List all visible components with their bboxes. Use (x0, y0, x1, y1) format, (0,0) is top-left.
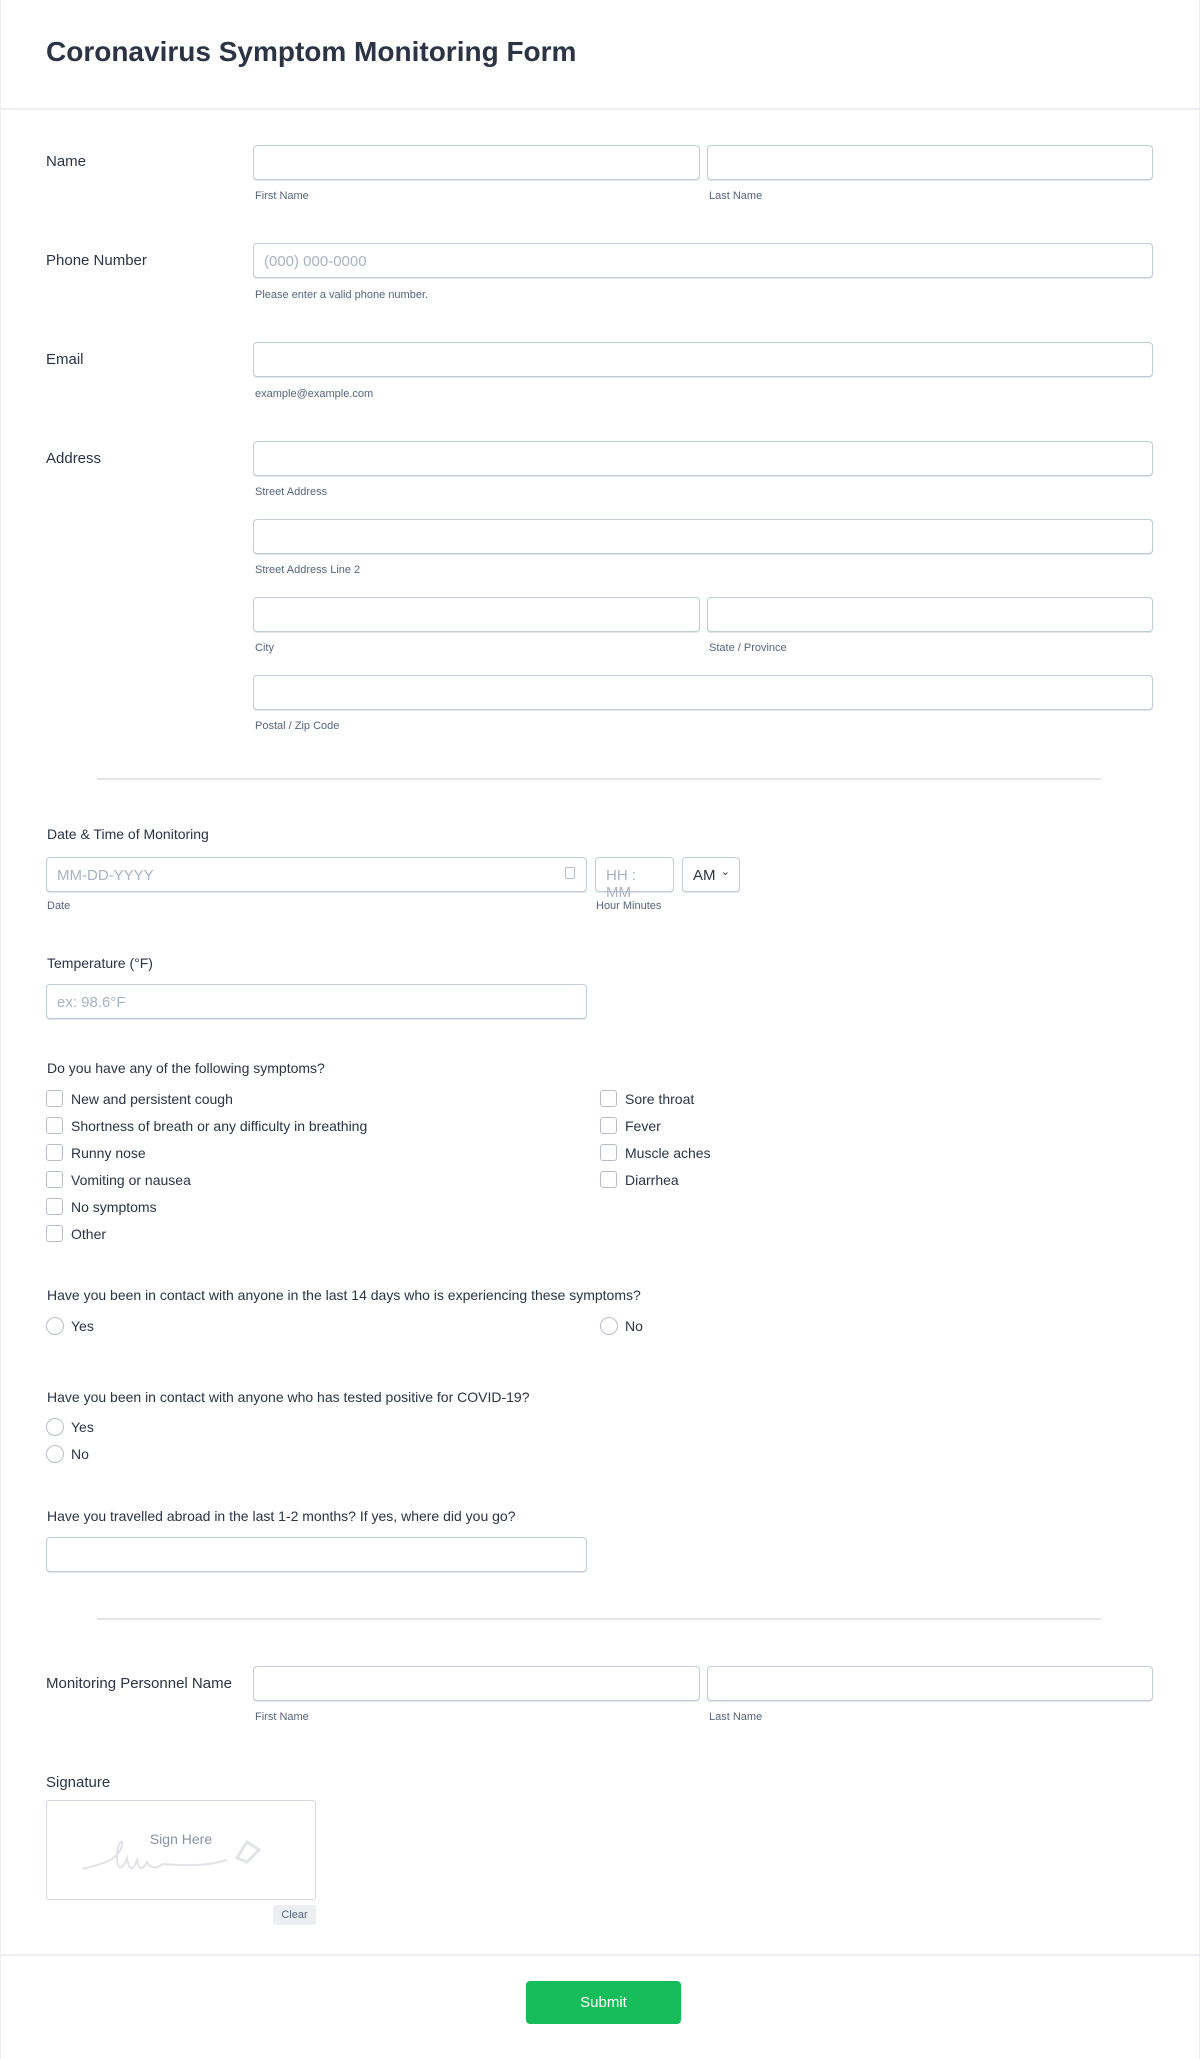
last-name-input[interactable] (707, 145, 1153, 180)
contact-symptoms-label: Have you been in contact with anyone in the last 14 days who is experiencing these symptoms? (47, 1287, 641, 1303)
symptom-checkbox[interactable] (600, 1171, 617, 1188)
symptom-checkbox[interactable] (46, 1171, 63, 1188)
temperature-input[interactable]: ex: 98.6°F (46, 984, 587, 1019)
temperature-label: Temperature (°F) (47, 955, 153, 971)
contact-positive-yes-label[interactable]: Yes (71, 1419, 94, 1435)
city-sublabel: City (255, 642, 274, 654)
address-label: Address (46, 450, 102, 467)
street2-sublabel: Street Address Line 2 (255, 564, 361, 576)
signature-pad[interactable] (46, 1800, 316, 1900)
phone-label: Phone Number (46, 252, 147, 269)
symptom-option-label[interactable]: New and persistent cough (71, 1091, 233, 1107)
contact-symptoms-no-radio[interactable] (600, 1317, 618, 1335)
phone-input[interactable]: (000) 000-0000 (253, 243, 1153, 278)
ampm-select[interactable] (682, 857, 740, 892)
phone-hint: Please enter a valid phone number. (255, 289, 429, 301)
state-input[interactable] (707, 597, 1153, 632)
submit-button[interactable]: Submit (526, 1981, 681, 2024)
personnel-first-sublabel: First Name (255, 1711, 309, 1723)
contact-positive-yes-radio[interactable] (46, 1418, 64, 1436)
symptom-option-label[interactable]: Fever (625, 1118, 661, 1134)
symptom-option-label[interactable]: Muscle aches (625, 1145, 711, 1161)
symptom-option-label[interactable]: Runny nose (71, 1145, 146, 1161)
ampm-value: AM (693, 867, 716, 884)
date-sublabel: Date (47, 900, 71, 912)
section-divider (97, 1618, 1101, 1620)
personnel-last-input[interactable] (707, 1666, 1153, 1701)
symptom-option-label[interactable]: No symptoms (71, 1199, 157, 1215)
section-divider (97, 778, 1101, 780)
symptom-checkbox[interactable] (46, 1144, 63, 1161)
contact-positive-no-label[interactable]: No (71, 1446, 89, 1462)
personnel-first-input[interactable] (253, 1666, 700, 1701)
name-label: Name (46, 153, 87, 170)
page-title: Coronavirus Symptom Monitoring Form (46, 36, 577, 67)
symptom-option-label[interactable]: Diarrhea (625, 1172, 679, 1188)
symptom-option-label[interactable]: Vomiting or nausea (71, 1172, 191, 1188)
email-hint: example@example.com (255, 388, 374, 400)
street2-input[interactable] (253, 519, 1153, 554)
zip-input[interactable] (253, 675, 1153, 710)
first-name-input[interactable] (253, 145, 700, 180)
symptoms-label: Do you have any of the following symptoms? (47, 1060, 325, 1076)
contact-symptoms-yes-label[interactable]: Yes (71, 1318, 94, 1334)
signature-label: Signature (46, 1774, 111, 1791)
personnel-label: Monitoring Personnel Name (46, 1675, 232, 1692)
contact-symptoms-yes-radio[interactable] (46, 1317, 64, 1335)
symptom-checkbox[interactable] (600, 1090, 617, 1107)
street-input[interactable] (253, 441, 1153, 476)
calendar-icon[interactable] (565, 867, 575, 879)
chevron-down-icon: ⌄ (720, 866, 730, 878)
symptom-checkbox[interactable] (46, 1090, 63, 1107)
signature-scribble-icon (77, 1836, 297, 1876)
email-label: Email (46, 351, 84, 368)
symptom-option-label[interactable]: Sore throat (625, 1091, 695, 1107)
travel-input[interactable] (46, 1537, 587, 1572)
symptom-option-label[interactable]: Shortness of breath or any difficulty in breathing (71, 1118, 368, 1134)
signature-clear-button[interactable]: Clear (273, 1905, 316, 1925)
time-sublabel: Hour Minutes (596, 900, 662, 912)
state-sublabel: State / Province (709, 642, 787, 654)
city-input[interactable] (253, 597, 700, 632)
symptom-checkbox[interactable] (46, 1198, 63, 1215)
symptom-checkbox[interactable] (600, 1144, 617, 1161)
travel-label: Have you travelled abroad in the last 1-2 months? If yes, where did you go? (47, 1508, 516, 1524)
symptom-checkbox[interactable] (46, 1117, 63, 1134)
zip-sublabel: Postal / Zip Code (255, 720, 340, 732)
street-sublabel: Street Address (255, 486, 328, 498)
datetime-label: Date & Time of Monitoring (47, 826, 209, 842)
date-input[interactable]: MM-DD-YYYY (46, 857, 587, 892)
first-name-sublabel: First Name (255, 190, 309, 202)
form-header (0, 0, 1200, 110)
symptom-checkbox[interactable] (46, 1225, 63, 1242)
contact-positive-no-radio[interactable] (46, 1445, 64, 1463)
footer-divider (0, 1954, 1200, 1956)
symptom-checkbox[interactable] (600, 1117, 617, 1134)
contact-positive-label: Have you been in contact with anyone who has tested positive for COVID-19? (47, 1389, 530, 1405)
signature-placeholder: Sign Here (149, 1831, 213, 1847)
email-input[interactable] (253, 342, 1153, 377)
personnel-last-sublabel: Last Name (709, 1711, 763, 1723)
time-input[interactable]: HH : MM (595, 857, 674, 892)
last-name-sublabel: Last Name (709, 190, 763, 202)
symptom-option-label[interactable]: Other (71, 1226, 107, 1242)
contact-symptoms-no-label[interactable]: No (625, 1318, 643, 1334)
